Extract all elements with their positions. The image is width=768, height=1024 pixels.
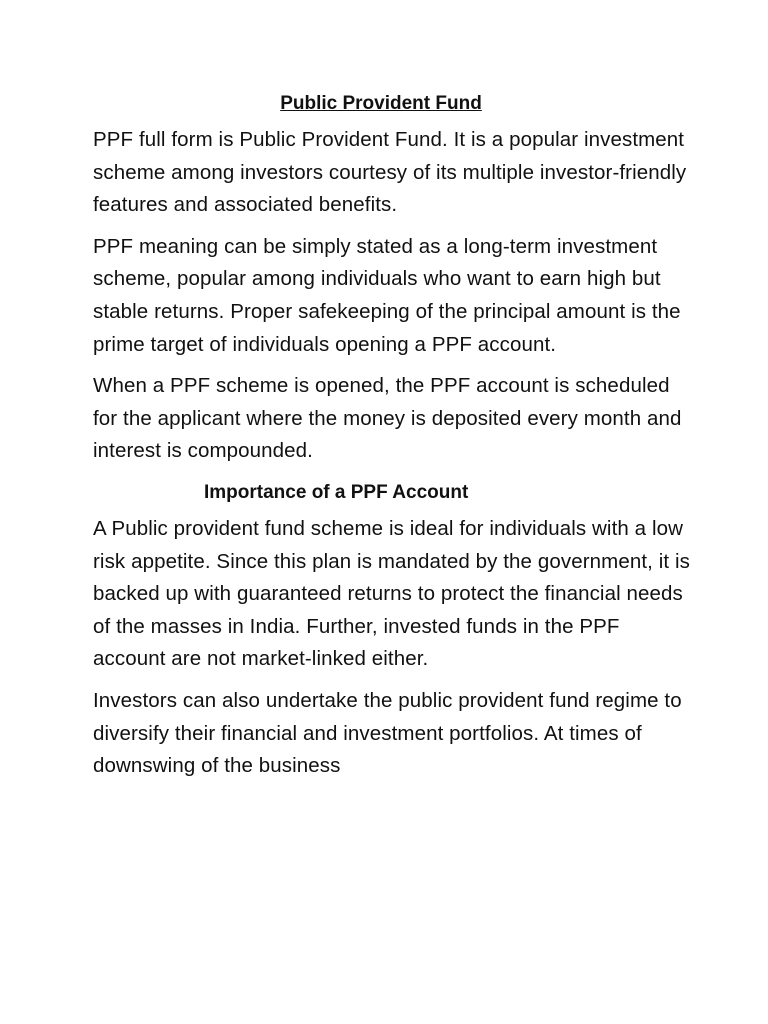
paragraph-importance-low-risk: A Public provident fund scheme is ideal for individuals with a low risk appetite. Since this plan is mandated by the government, it is backed up with guaranteed returns to protect the financial needs of the masses in India. Further, invested funds in the PPF account are not market-linked either. — [93, 516, 690, 671]
paragraph-ppf-full-form: PPF full form is Public Provident Fund. It is a popular investment scheme among investors courtesy of its multiple investor-friendly features and associated benefits. — [93, 128, 687, 217]
document-title: Public Provident Fund — [280, 93, 482, 114]
document-page — [93, 88, 693, 792]
section-heading-importance: Importance of a PPF Account — [204, 481, 469, 503]
paragraph-importance-diversify: Investors can also undertake the public provident fund regime to diversify their financial and investment portfolios. At times of downswing of the business — [93, 688, 682, 778]
paragraph-ppf-meaning: PPF meaning can be simply stated as a long-term investment scheme, popular among individuals who want to earn high but stable returns. Proper safekeeping of the principal amount is the prime target of individuals opening a PPF account. — [93, 234, 681, 356]
paragraph-ppf-opening: When a PPF scheme is opened, the PPF account is scheduled for the applicant where the money is deposited every month and interest is compounded. — [93, 374, 682, 463]
